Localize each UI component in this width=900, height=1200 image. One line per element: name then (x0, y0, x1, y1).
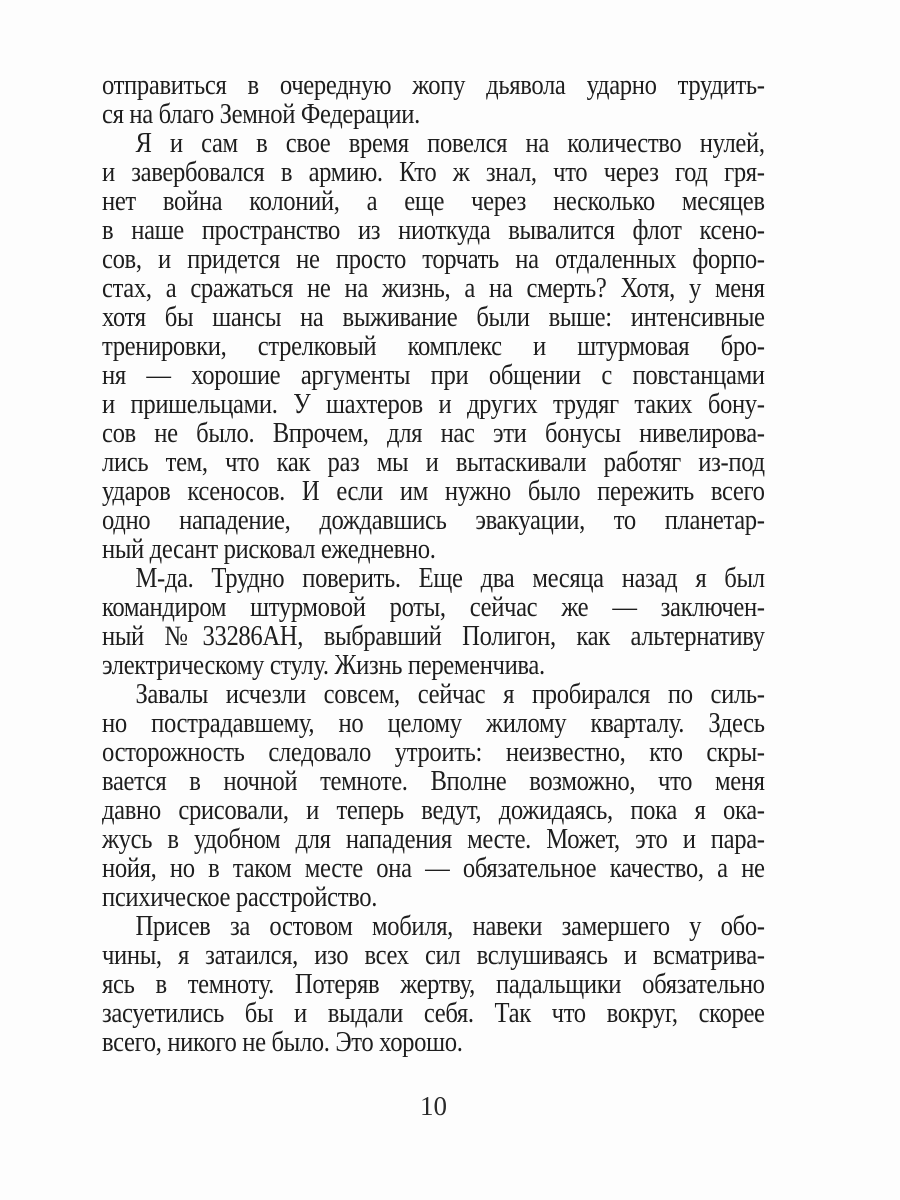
text-line: но пострадавшему, но целому жилому кварталу. Здесь (102, 708, 765, 739)
text-line: всего, никого не было. Это хорошо. (102, 1027, 463, 1058)
text-line: сов, и придется не просто торчать на отдаленных форпо- (102, 244, 765, 275)
paragraph (102, 564, 765, 680)
text-line: засуетились бы и выдали себя. Так что вокруг, скорее (102, 998, 765, 1029)
text-line: психическое расстройство. (102, 882, 378, 913)
text-line: стах, а сражаться не на жизнь, а на смерть? Хотя, у меня (102, 273, 765, 304)
text-line: тренировки, стрелковый комплекс и штурмовая бро- (102, 331, 765, 362)
text-line: вается в ночной темноте. Вполне возможно, что меня (102, 766, 765, 797)
text-line: ный десант рисковал ежедневно. (102, 534, 436, 565)
text-line: ся на благо Земной Федерации. (102, 99, 420, 130)
text-line: и пришельцами. У шахтеров и других трудяг таких бону- (102, 389, 765, 420)
paragraph (102, 129, 765, 564)
text-line: хотя бы шансы на выживание были выше: интенсивные (102, 302, 765, 333)
text-line: командиром штурмовой роты, сейчас же — заключен- (102, 592, 765, 623)
text-line: ясь в темноту. Потеряв жертву, падальщики обязательно (102, 969, 765, 1000)
text-line: Присев за остовом мобиля, навеки замершего у обо- (135, 911, 765, 942)
text-line: осторожность следовало утроить: неизвестно, кто скры- (102, 737, 765, 768)
text-line: Завалы исчезли совсем, сейчас я пробирался по силь- (135, 679, 765, 710)
paragraph (102, 680, 765, 912)
text-line: давно срисовали, и теперь ведут, дожидаясь, пока я ока- (102, 795, 765, 826)
text-line: нет война колоний, а еще через несколько месяцев (102, 186, 765, 217)
paragraph (102, 912, 765, 1057)
text-line: в наше пространство из ниоткуда вывалится флот ксено- (102, 215, 765, 246)
text-line: ный №33286АН, выбравший Полигон, как альтернативу (102, 621, 765, 652)
text-line: ня — хорошие аргументы при общении с повстанцами (102, 360, 765, 391)
text-line: чины, я затаился, изо всех сил вслушиваясь и всматрива- (102, 940, 765, 971)
text-line: электрическому стулу. Жизнь переменчива. (102, 650, 545, 681)
text-line: сов не было. Впрочем, для нас эти бонусы нивелирова- (102, 418, 765, 449)
paragraph (102, 71, 765, 129)
text-line: отправиться в очередную жопу дьявола ударно трудить- (102, 70, 765, 101)
text-line: нойя, но в таком месте она — обязательное качество, а не (102, 853, 765, 884)
page-text-block (102, 71, 765, 1057)
text-line: и завербовался в армию. Кто ж знал, что через год гря- (102, 157, 765, 188)
text-line: М-да. Трудно поверить. Еще два месяца назад я был (135, 563, 765, 594)
text-line: одно нападение, дождавшись эвакуации, то планетар- (102, 505, 765, 536)
text-line: Я и сам в свое время повелся на количество нулей, (135, 128, 765, 159)
text-line: ударов ксеносов. И если им нужно было пережить всего (102, 476, 765, 507)
text-line: жусь в удобном для нападения месте. Может, это и пара- (102, 824, 765, 855)
text-line: лись тем, что как раз мы и вытаскивали работяг из-под (102, 447, 765, 478)
page-number: 10 (420, 1091, 447, 1121)
